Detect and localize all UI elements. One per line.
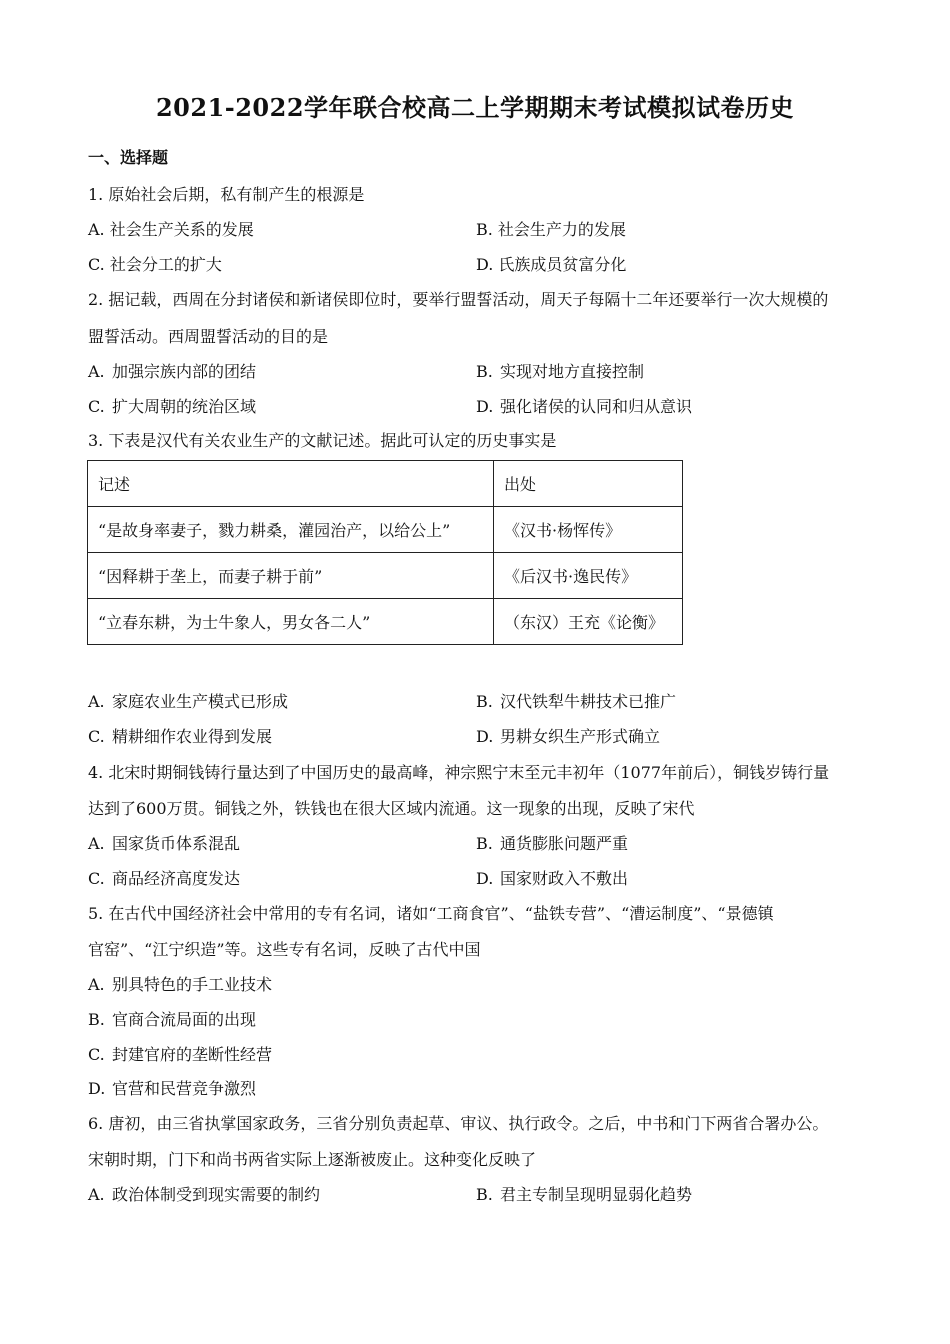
option-text: 政治体制受到现实需要的制约 bbox=[112, 1185, 321, 1204]
q2-option-a bbox=[88, 359, 256, 382]
q1-option-c: C. 社会分工的扩大 bbox=[88, 255, 222, 274]
table-row bbox=[88, 507, 683, 553]
table-cell: 《后汉书·逸民传》 bbox=[494, 553, 683, 599]
option-text: 国家财政入不敷出 bbox=[500, 869, 629, 888]
option-label: C. bbox=[88, 869, 105, 888]
q2-option-b bbox=[476, 359, 644, 382]
option-label: D. bbox=[476, 727, 494, 746]
q1-option-a: A. 社会生产关系的发展 bbox=[88, 220, 254, 239]
option-text: 官营和民营竞争激烈 bbox=[112, 1079, 257, 1098]
option-label: C. bbox=[88, 397, 105, 416]
q4-option-d bbox=[476, 866, 628, 889]
question-6-stem-line1: 6. 唐初，由三省执掌国家政务，三省分别负责起草、审议、执行政令。之后，中书和门下两省合署办公。 bbox=[88, 1114, 829, 1133]
option-label: B. bbox=[476, 692, 493, 711]
option-label: B. bbox=[476, 834, 493, 853]
q3-option-d bbox=[476, 724, 660, 747]
table-cell: “立春东耕，为士牛象人，男女各二人” bbox=[88, 599, 494, 645]
q2-option-c bbox=[88, 394, 256, 417]
question-4-stem-line1: 4. 北宋时期铜钱铸行量达到了中国历史的最高峰，神宗熙宁末至元丰初年（1077年前后），铜钱岁铸行量 bbox=[88, 763, 830, 782]
option-label: C. bbox=[88, 1045, 105, 1064]
question-1-stem: 1. 原始社会后期，私有制产生的根源是 bbox=[88, 185, 365, 204]
table-cell: 《汉书·杨恽传》 bbox=[494, 507, 683, 553]
option-text: 汉代铁犁牛耕技术已推广 bbox=[500, 692, 677, 711]
option-label: C. bbox=[88, 727, 105, 746]
option-text: 实现对地方直接控制 bbox=[500, 362, 645, 381]
option-label: D. bbox=[88, 1079, 106, 1098]
q6-option-b bbox=[476, 1182, 692, 1205]
option-text: 加强宗族内部的团结 bbox=[112, 362, 257, 381]
q3-source-table bbox=[87, 460, 683, 645]
option-text: 强化诸侯的认同和归从意识 bbox=[500, 397, 693, 416]
question-4-stem-line2: 达到了600万贯。铜钱之外，铁钱也在很大区域内流通。这一现象的出现，反映了宋代 bbox=[88, 799, 695, 818]
option-label: D. bbox=[476, 397, 494, 416]
table-row bbox=[88, 599, 683, 645]
q1-option-d: D. 氏族成员贫富分化 bbox=[476, 255, 627, 274]
question-5-stem-line1: 5. 在古代中国经济社会中常用的专有名词，诸如“工商食官”、“盐铁专营”、“漕运制度”、“景德镇 bbox=[88, 904, 774, 923]
option-text: 通货膨胀问题严重 bbox=[500, 834, 629, 853]
q3-option-b bbox=[476, 689, 676, 712]
option-text: 国家货币体系混乱 bbox=[112, 834, 241, 853]
option-label: A. bbox=[88, 362, 105, 381]
option-label: A. bbox=[88, 975, 105, 994]
question-3-stem: 3. 下表是汉代有关农业生产的文献记述。据此可认定的历史事实是 bbox=[88, 431, 557, 450]
question-2-stem-line1: 2. 据记载，西周在分封诸侯和新诸侯即位时，要举行盟誓活动，周天子每隔十二年还要举行一次大规模的 bbox=[88, 290, 829, 309]
table-header-cell: 记述 bbox=[88, 461, 494, 507]
option-label: A. bbox=[88, 692, 105, 711]
q5-option-d bbox=[88, 1076, 256, 1099]
q6-option-a bbox=[88, 1182, 320, 1205]
table-cell: （东汉）王充《论衡》 bbox=[494, 599, 683, 645]
option-text: 商品经济高度发达 bbox=[112, 869, 241, 888]
option-label: B. bbox=[476, 1185, 493, 1204]
table-cell: “是故身率妻子，戮力耕桑，灌园治产，以给公上” bbox=[88, 507, 494, 553]
option-text: 扩大周朝的统治区域 bbox=[112, 397, 257, 416]
q5-option-b bbox=[88, 1007, 256, 1030]
option-text: 封建官府的垄断性经营 bbox=[112, 1045, 273, 1064]
option-label: A. bbox=[88, 1185, 105, 1204]
option-text: 家庭农业生产模式已形成 bbox=[112, 692, 289, 711]
q1-option-b: B. 社会生产力的发展 bbox=[476, 220, 626, 239]
option-text: 君主专制呈现明显弱化趋势 bbox=[500, 1185, 693, 1204]
q4-option-c bbox=[88, 866, 240, 889]
q3-option-a bbox=[88, 689, 288, 712]
option-text: 官商合流局面的出现 bbox=[112, 1010, 257, 1029]
q3-option-c bbox=[88, 724, 272, 747]
question-2-stem-line2: 盟誓活动。西周盟誓活动的目的是 bbox=[88, 327, 329, 346]
q5-option-a bbox=[88, 972, 272, 995]
option-label: B. bbox=[88, 1010, 105, 1029]
section-heading: 一、选择题 bbox=[88, 148, 169, 167]
option-text: 精耕细作农业得到发展 bbox=[112, 727, 273, 746]
table-header-cell: 出处 bbox=[494, 461, 683, 507]
option-label: D. bbox=[476, 869, 494, 888]
table-row bbox=[88, 553, 683, 599]
q2-option-d bbox=[476, 394, 692, 417]
exam-title: 2021-2022学年联合校高二上学期期末考试模拟试卷历史 bbox=[155, 93, 795, 122]
table-header-row bbox=[88, 461, 683, 507]
table-cell: “因释耕于垄上，而妻子耕于前” bbox=[88, 553, 494, 599]
option-text: 男耕女织生产形式确立 bbox=[500, 727, 661, 746]
option-label: A. bbox=[88, 834, 105, 853]
q4-option-a bbox=[88, 831, 240, 854]
question-6-stem-line2: 宋朝时期，门下和尚书两省实际上逐渐被废止。这种变化反映了 bbox=[88, 1150, 537, 1169]
option-label: B. bbox=[476, 362, 493, 381]
q5-option-c bbox=[88, 1042, 272, 1065]
option-text: 别具特色的手工业技术 bbox=[112, 975, 273, 994]
q4-option-b bbox=[476, 831, 628, 854]
question-5-stem-line2: 官窑”、“江宁织造”等。这些专有名词，反映了古代中国 bbox=[88, 940, 481, 959]
